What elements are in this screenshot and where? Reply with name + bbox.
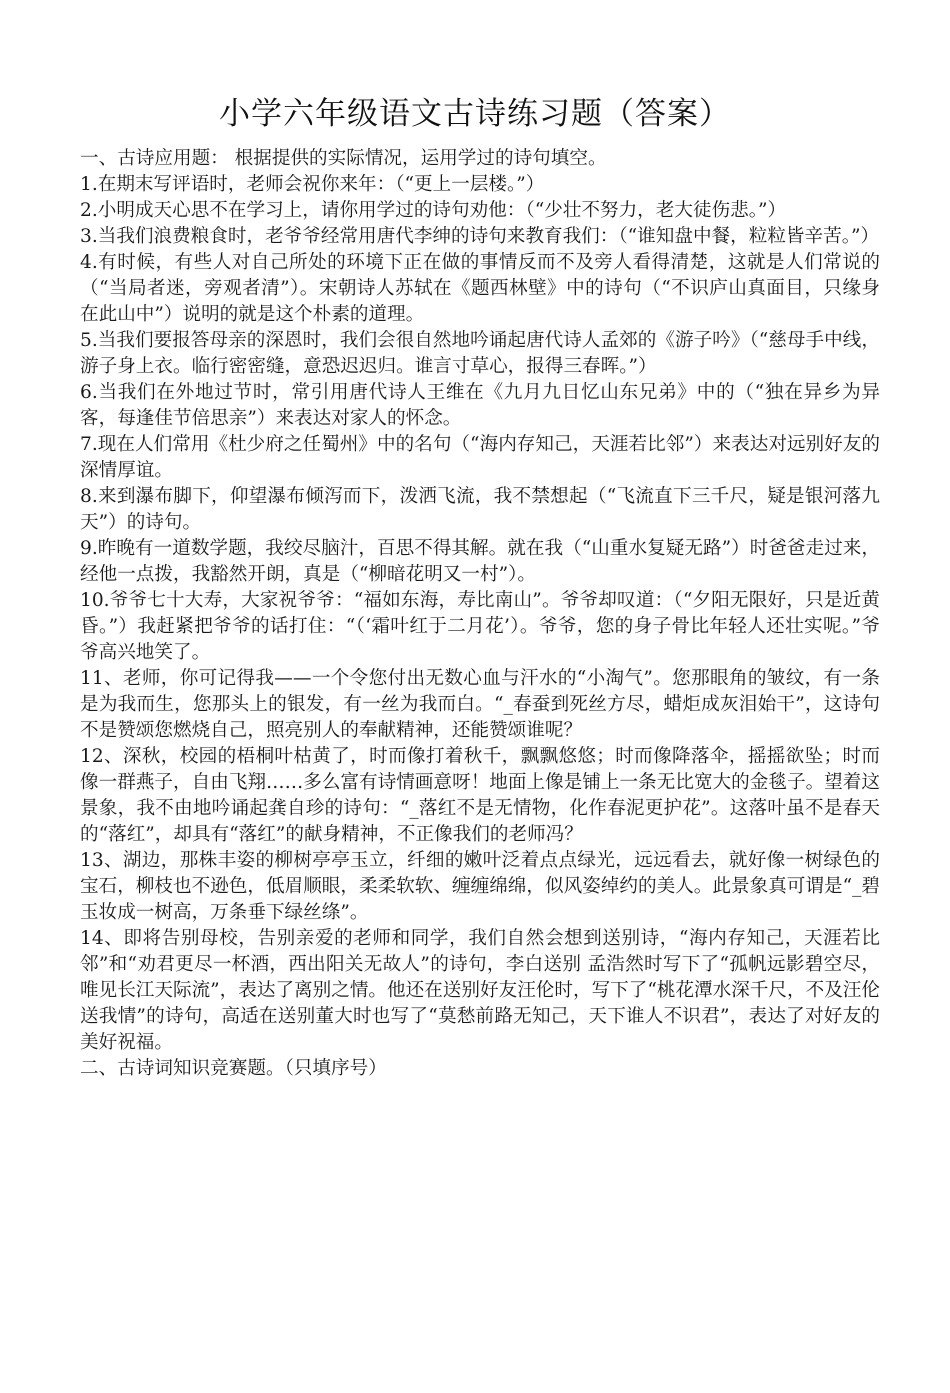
paragraph-question-7: 7.现在人们常用《杜少府之任蜀州》中的名句（“海内存知己，天涯若比邻”）来表达对远别好友的深情厚谊。 xyxy=(80,434,880,481)
paragraph-question-8: 8.来到瀑布脚下，仰望瀑布倾泻而下，泼洒飞流，我不禁想起（“飞流直下三千尺，疑是银河落九天”）的诗句。 xyxy=(80,486,880,533)
paragraph-question-10: 10.爷爷七十大寿，大家祝爷爷：“福如东海，寿比南山”。爷爷却叹道：（“夕阳无限好，只是近黄昏。”）我赶紧把爷爷的话打住：“（‘霜叶红于二月花’）。爷爷，您的身子骨比年轻人还壮实呢。”爷爷高兴地笑了。 xyxy=(80,590,880,663)
paragraph-question-9: 9.昨晚有一道数学题，我绞尽脑汁，百思不得其解。就在我（“山重水复疑无路”）时爸爸走过来，经他一点拨，我豁然开朗，真是（“柳暗花明又一村”）。 xyxy=(80,538,880,585)
paragraph-question-12: 12、深秋，校园的梧桐叶枯黄了，时而像打着秋千，飘飘悠悠；时而像降落伞，摇摇欲坠；时而像一群燕子，自由飞翔……多么富有诗情画意呀！地面上像是铺上一条无比宽大的金毯子。望着这景象，我不由地吟诵起龚自珍的诗句：“_落红不是无情物，化作春泥更护花”。这落叶虽不是春天的“落红”，却具有“落红”的献身精神，不正像我们的老师冯？ xyxy=(80,746,880,845)
page-title: 小学六年级语文古诗练习题（答案） xyxy=(219,96,731,132)
paragraph-section-two-heading: 二、古诗词知识竞赛题。（只填序号） xyxy=(80,1058,387,1079)
paragraph-question-6: 6.当我们在外地过节时，常引用唐代诗人王维在《九月九日忆山东兄弟》中的（“独在异乡为异客，每逢佳节倍思亲”）来表达对家人的怀念。 xyxy=(80,382,880,429)
paragraph-question-14: 14、即将告别母校，告别亲爱的老师和同学，我们自然会想到送别诗，“海内存知己，天涯若比邻”和“劝君更尽一杯酒，西出阳关无故人”的诗句，李白送别 孟浩然时写下了“孤帆远影碧空尽，唯见长江天际流”，表达了离别之情。他还在送别好友汪伦时，写下了“桃花潭水深千尺，不及汪伦送我情”的诗句，高适在送别董大时也写了“莫愁前路无知己，天下谁人不识君”，表达了对好友的美好祝福。 xyxy=(80,928,880,1053)
paragraph-question-11: 11、老师，你可记得我——一个令您付出无数心血与汗水的“小淘气”。您那眼角的皱纹，有一条是为我而生，您那头上的银发，有一丝为我而白。“_春蚕到死丝方尽，蜡炬成灰泪始干”，这诗句不是赞颂您燃烧自己，照亮别人的奉献精神，还能赞颂谁呢？ xyxy=(80,668,880,741)
paragraph-question-13: 13、湖边，那株丰姿的柳树亭亭玉立，纤细的嫩叶泛着点点绿光，远远看去，就好像一树绿色的宝石，柳枝也不逊色，低眉顺眼，柔柔软软、缠缠绵绵，似风姿绰约的美人。此景象真可谓是“_碧玉妆成一树高，万条垂下绿丝绦”。 xyxy=(80,850,880,923)
document-body xyxy=(80,146,880,1082)
paragraph-section-one-heading: 一、古诗应用题： 根据提供的实际情况，运用学过的诗句填空。 xyxy=(80,148,607,169)
paragraph-question-1: 1.在期末写评语时，老师会祝你来年：（“更上一层楼。”） xyxy=(80,174,545,195)
paragraph-question-2: 2.小明成天心思不在学习上，请你用学过的诗句劝他：（“少壮不努力，老大徒伤悲。”） xyxy=(80,200,787,221)
paragraph-question-3: 3.当我们浪费粮食时，老爷爷经常用唐代李绅的诗句来教育我们：（“谁知盘中餐，粒粒皆辛苦。”） xyxy=(80,226,880,247)
paragraph-question-4: 4.有时候，有些人对自己所处的环境下正在做的事情反而不及旁人看得清楚，这就是人们常说的（“当局者迷，旁观者清”）。宋朝诗人苏轼在《题西林壁》中的诗句（“不识庐山真面目，只缘身在此山中”）说明的就是这个朴素的道理。 xyxy=(80,252,880,325)
paragraph-question-5: 5.当我们要报答母亲的深恩时，我们会很自然地吟诵起唐代诗人孟郊的《游子吟》（“慈母手中线，游子身上衣。临行密密缝，意恐迟迟归。谁言寸草心，报得三春晖。”） xyxy=(80,330,880,377)
